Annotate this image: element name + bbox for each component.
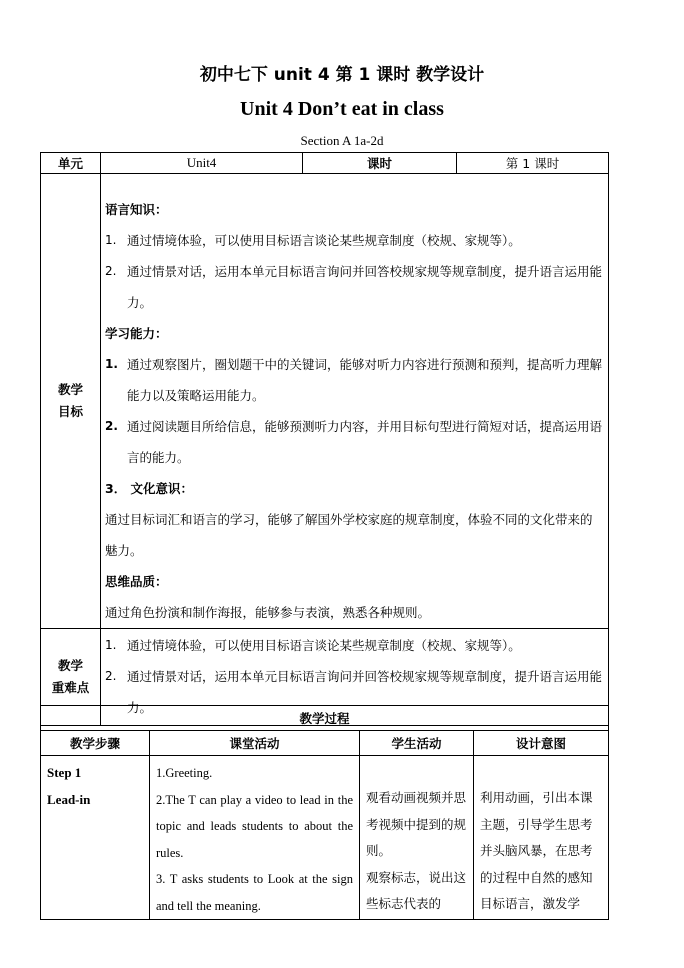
unit-label: 单元 xyxy=(41,153,101,174)
column-header: 学生活动 xyxy=(360,731,474,756)
process-title-row xyxy=(41,706,609,731)
language-knowledge-heading: 语言知识： xyxy=(105,202,168,217)
list-item: 1. 通过观察图片，圈划题干中的关键词，能够对听力内容进行预测和预判，提高听力理解能力以及策略运用能力。 xyxy=(105,357,603,403)
period-value: 第 1 课时 xyxy=(457,153,609,174)
activity-text: 1.Greeting. 2.The T can play a video to lead in the topic and leads students to about the rules. 3. T asks students to Look at the sign and tell the meaning. xyxy=(156,766,353,913)
key-points-label: 教学 重难点 xyxy=(41,629,101,726)
info-row xyxy=(41,153,609,174)
table-row xyxy=(41,756,609,920)
section-subtitle: Section A 1a-2d xyxy=(300,133,384,148)
culture-text: 通过目标词汇和语言的学习，能够了解国外学校家庭的规章制度，体验不同的文化带来的魅力。 xyxy=(105,512,593,558)
process-header-row xyxy=(41,731,609,756)
teaching-process-table xyxy=(40,705,609,920)
design-intent-text: 利用动画，引出本课主题，引导学生思考并头脑风暴，在思考的过程中自然的感知目标语言，激发学 xyxy=(480,790,593,911)
column-header: 设计意图 xyxy=(474,731,609,756)
step-cell xyxy=(41,756,150,920)
lesson-info-table xyxy=(40,152,609,726)
list-item: 2. 通过情景对话，运用本单元目标语言询问并回答校规家规等规章制度，提升语言运用能力。 xyxy=(105,669,603,715)
thinking-text: 通过角色扮演和制作海报，能够参与表演，熟悉各种规则。 xyxy=(105,605,431,620)
learning-ability-heading: 学习能力： xyxy=(105,326,168,341)
column-header: 教学步骤 xyxy=(41,731,150,756)
list-item: 1. 通过情境体验，可以使用目标语言谈论某些规章制度（校规、家规等）。 xyxy=(105,638,521,653)
unit-title: Unit 4 Don’t eat in class xyxy=(240,98,444,120)
step-name: Step 1 Lead-in xyxy=(47,765,91,807)
thinking-heading: 思维品质： xyxy=(105,574,168,589)
list-item: 2. 通过情景对话，运用本单元目标语言询问并回答校规家规等规章制度，提升语言运用能力。 xyxy=(105,264,603,310)
goals-label: 教学 目标 xyxy=(41,174,101,629)
goals-row xyxy=(41,174,609,629)
goals-content xyxy=(101,174,609,629)
student-activity-text: 观看动画视频并思考视频中提到的规则。 观察标志，说出这些标志代表的 xyxy=(366,790,467,911)
list-item: 1. 通过情境体验，可以使用目标语言谈论某些规章制度（校规、家规等）。 xyxy=(105,233,521,248)
unit-value: Unit4 xyxy=(101,153,303,174)
document-title: 初中七下 unit 4 第 1 课时 教学设计 xyxy=(199,65,485,85)
design-intent-cell xyxy=(474,756,609,920)
culture-heading: 3． 文化意识： xyxy=(105,481,194,496)
process-title: 教学过程 xyxy=(41,706,609,731)
list-item: 2. 通过阅读题目所给信息，能够预测听力内容，并用目标句型进行简短对话，提高运用语言的能力。 xyxy=(105,419,603,465)
period-label: 课时 xyxy=(303,153,457,174)
column-header: 课堂活动 xyxy=(150,731,360,756)
student-activity-cell xyxy=(360,756,474,920)
activity-cell xyxy=(150,756,360,920)
